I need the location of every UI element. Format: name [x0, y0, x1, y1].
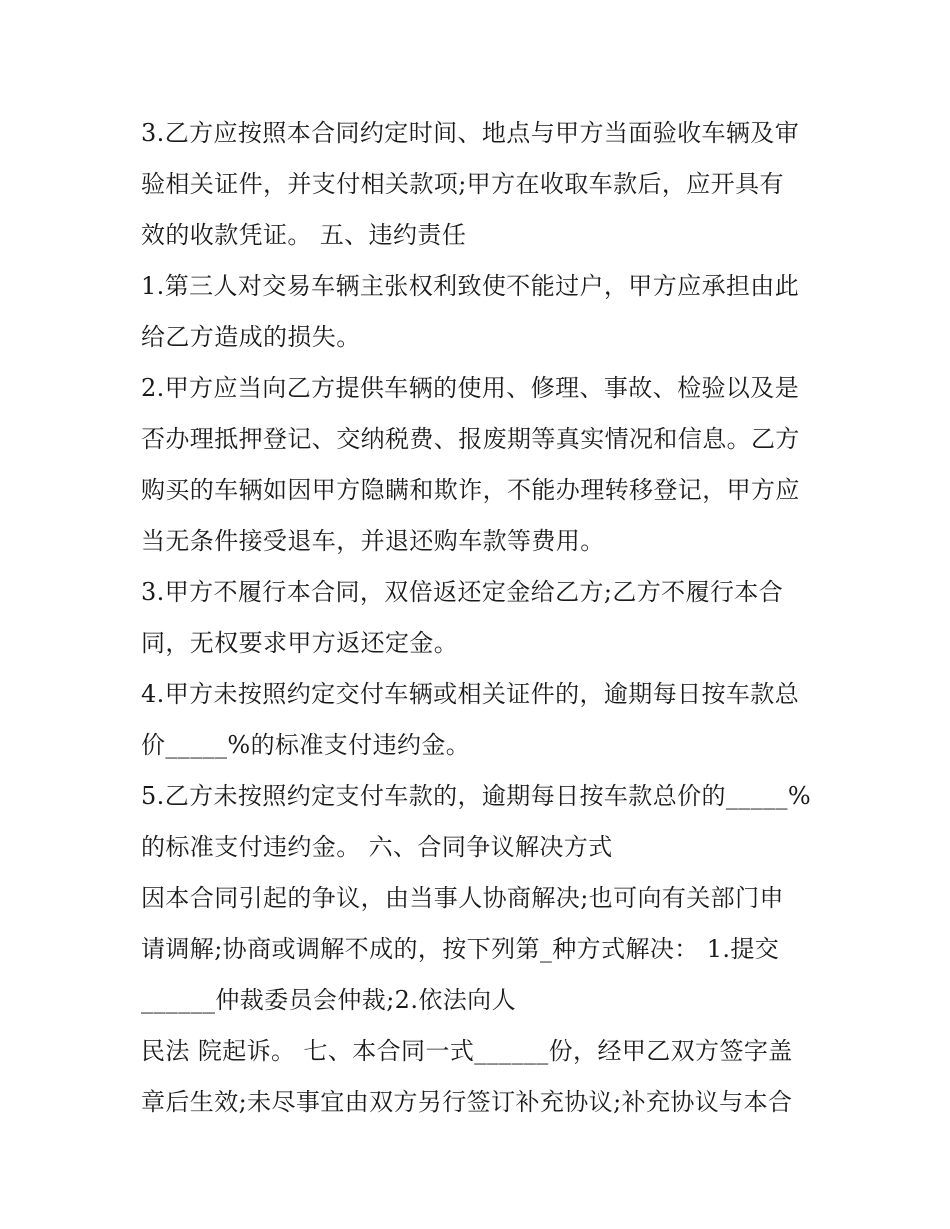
text-line: 的标准支付违约金。 六、合同争议解决方式 [141, 833, 613, 861]
text-line: 4.甲方未按照约定交付车辆或相关证件的，逾期每日按车款总 [141, 680, 800, 708]
text-line: 5.乙方未按照约定支付车款的，逾期每日按车款总价的_____% [141, 782, 812, 810]
text-line: 民法 院起诉。 七、本合同一式______份，经甲乙双方签字盖 [141, 1037, 793, 1065]
text-line: 否办理抵押登记、交纳税费、报废期等真实情况和信息。乙方 [141, 425, 800, 453]
text-line: 效的收款凭证。 五、违约责任 [141, 221, 467, 249]
text-line: 请调解;协商或调解不成的，按下列第_种方式解决： 1.提交 [141, 935, 780, 963]
text-line: 因本合同引起的争议，由当事人协商解决;也可向有关部门申 [141, 884, 784, 912]
text-line: 给乙方造成的损失。 [141, 323, 361, 351]
text-line: 1.第三人对交易车辆主张权利致使不能过户，甲方应承担由此 [141, 272, 800, 300]
text-line: 购买的车辆如因甲方隐瞒和欺诈，不能办理转移登记，甲方应 [141, 476, 800, 504]
text-line: ______仲裁委员会仲裁;2.依法向人 [141, 986, 516, 1014]
text-line: 价_____%的标准支付违约金。 [141, 731, 471, 759]
contract-body [141, 108, 831, 1128]
text-line: 验相关证件，并支付相关款项;甲方在收取车款后，应开具有 [141, 170, 784, 198]
text-line: 同，无权要求甲方返还定金。 [141, 629, 459, 657]
text-line: 3.甲方不履行本合同，双倍返还定金给乙方;乙方不履行本合 [141, 578, 784, 606]
text-line: 2.甲方应当向乙方提供车辆的使用、修理、事故、检验以及是 [141, 374, 800, 402]
text-line: 3.乙方应按照本合同约定时间、地点与甲方当面验收车辆及审 [141, 119, 800, 147]
text-line: 章后生效;未尽事宜由双方另行签订补充协议;补充协议与本合 [141, 1088, 793, 1116]
text-line: 当无条件接受退车，并退还购车款等费用。 [141, 527, 605, 555]
